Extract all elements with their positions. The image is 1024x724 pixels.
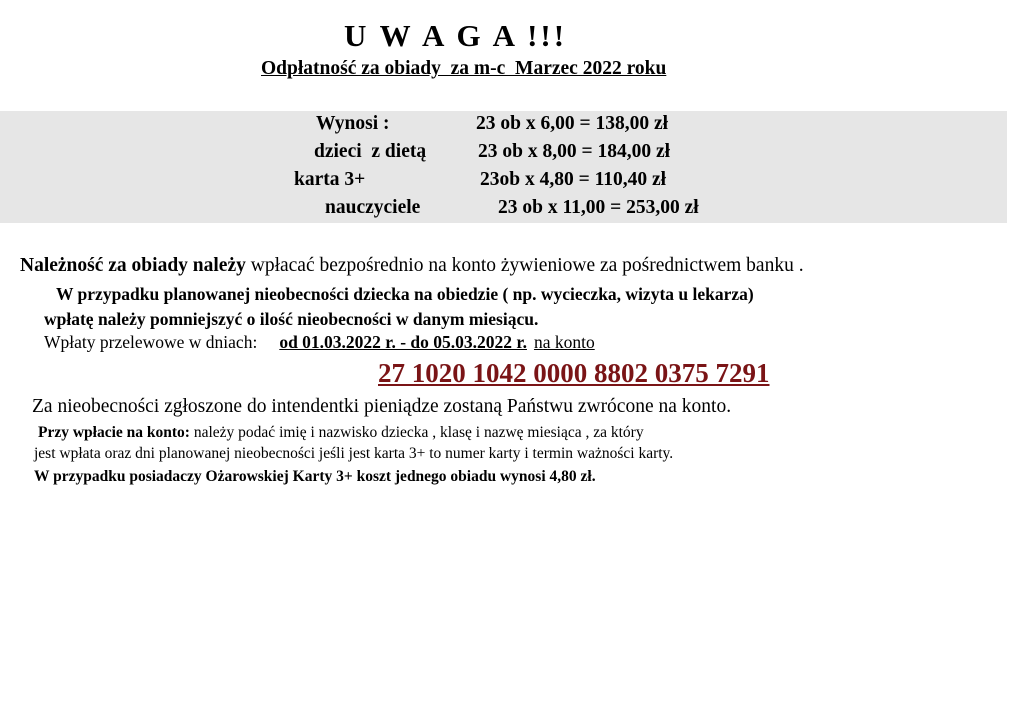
payment-instruction-line1 <box>38 424 644 442</box>
payment-info-text: wpłacać bezpośrednio na konto żywieniowe za pośrednictwem banku . <box>245 255 804 276</box>
refund-note: Za nieobecności zgłoszone do intendentki pieniądze zostaną Państwu zwrócone na konto. <box>32 396 732 417</box>
page-subtitle: Odpłatność za obiady za m-c Marzec 2022 roku <box>261 58 667 79</box>
payment-info-bold: Należność za obiady należy <box>20 255 246 276</box>
cost-value: 23 ob x 6,00 = 138,00 zł <box>476 113 669 134</box>
cost-value: 23ob x 4,80 = 110,40 zł <box>480 169 667 190</box>
karta-note: W przypadku posiadaczy Ożarowskiej Karty 3+ koszt jednego obiadu wynosi 4,80 zł. <box>34 468 596 485</box>
cost-label: karta 3+ <box>294 169 366 190</box>
payment-dates-line <box>44 332 595 353</box>
payment-instruction-bold: Przy wpłacie na konto: <box>38 424 190 441</box>
cost-value: 23 ob x 11,00 = 253,00 zł <box>498 197 699 218</box>
cost-table <box>0 111 1007 223</box>
cost-label: nauczyciele <box>325 197 421 218</box>
account-number: 27 1020 1042 0000 8802 0375 7291 <box>378 358 770 388</box>
payment-instruction-line2: jest wpłata oraz dni planowanej nieobecności jeśli jest karta 3+ to numer karty i termin ważności karty. <box>34 445 674 462</box>
payment-dates-suffix: na konto <box>533 332 595 352</box>
absence-note-line1: W przypadku planowanej nieobecności dziecka na obiedzie ( np. wycieczka, wizyta u lekarza) <box>56 284 754 304</box>
payment-info-paragraph <box>20 255 804 277</box>
payment-dates-prefix: Wpłaty przelewowe w dniach: <box>44 332 258 352</box>
payment-dates: od 01.03.2022 r. - do 05.03.2022 r. <box>279 332 527 352</box>
cost-label: dzieci z dietą <box>314 141 427 162</box>
absence-note-line2: wpłatę należy pomniejszyć o ilość nieobecności w danym miesiącu. <box>44 309 539 329</box>
cost-value: 23 ob x 8,00 = 184,00 zł <box>478 141 671 162</box>
payment-instruction-text: należy podać imię i nazwisko dziecka , klasę i nazwę miesiąca , za który <box>189 424 644 441</box>
cost-label: Wynosi : <box>316 113 390 134</box>
page-title: U W A G A !!! <box>344 18 568 53</box>
